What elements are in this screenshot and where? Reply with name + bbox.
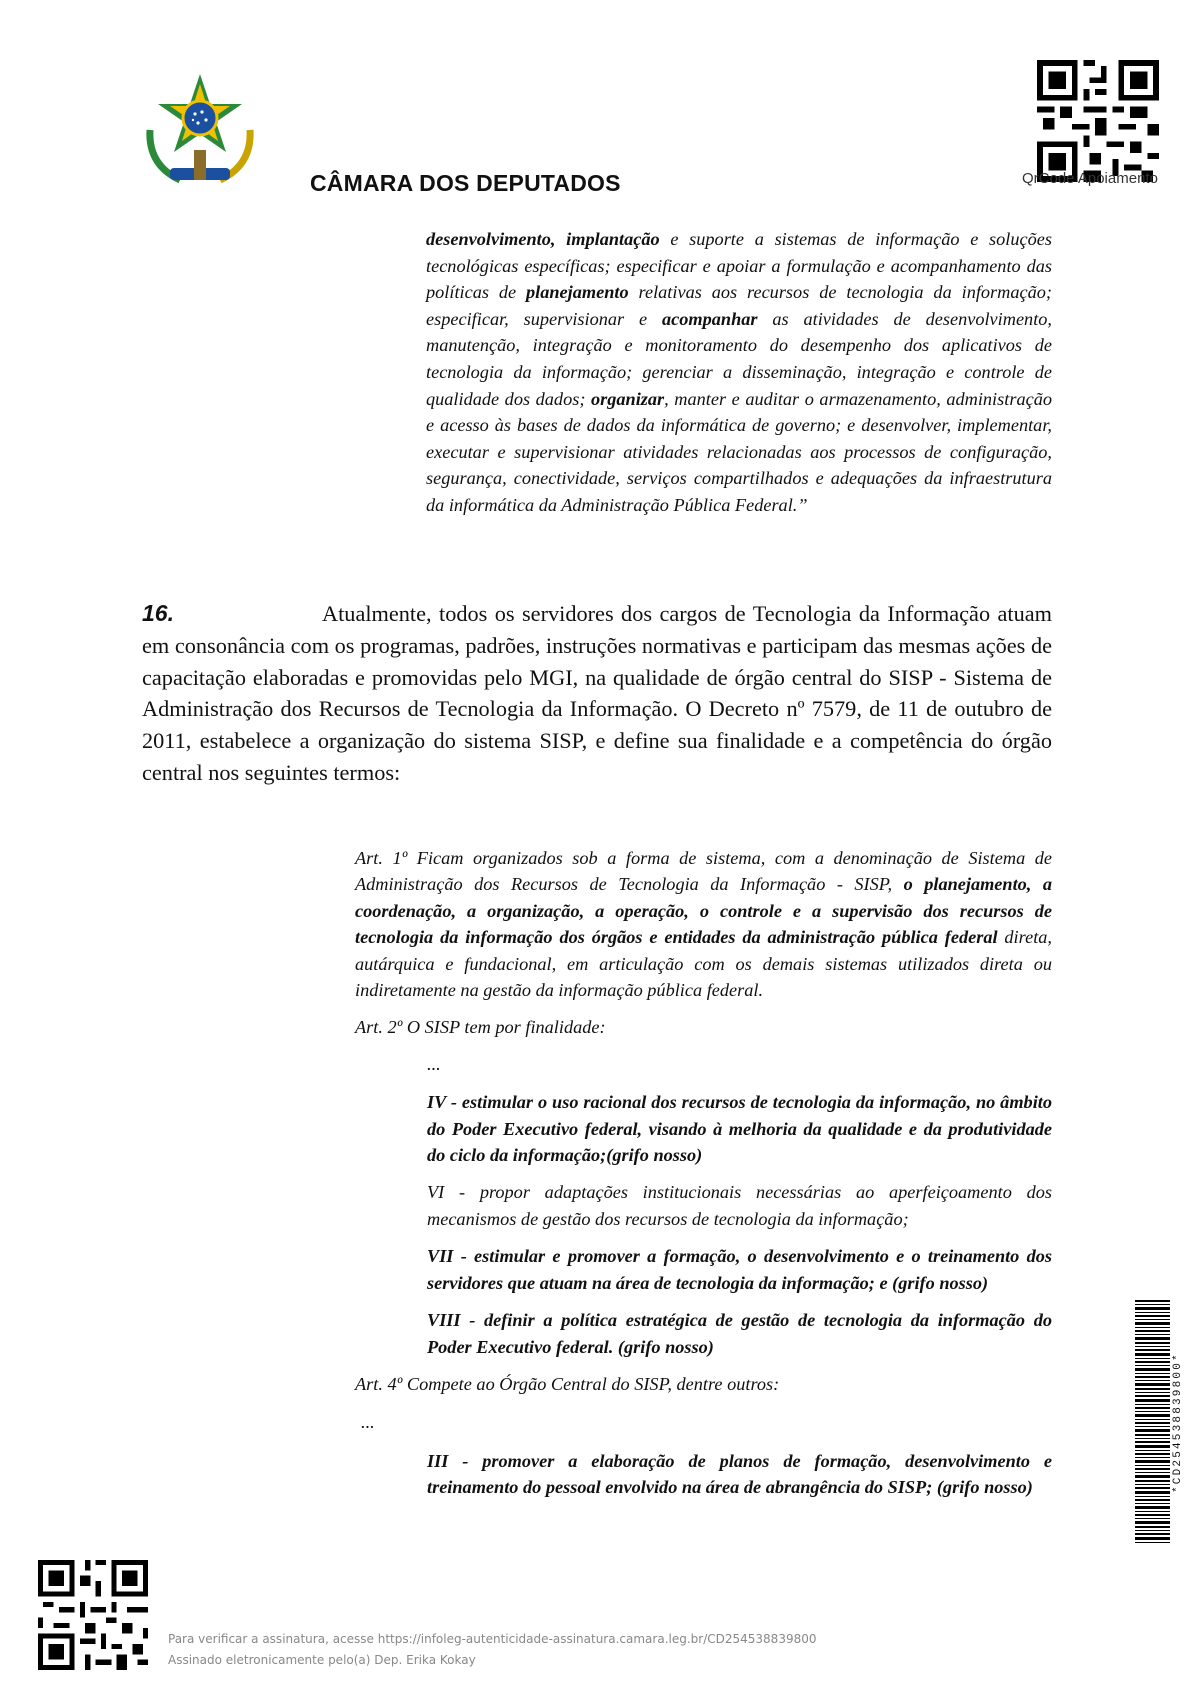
quote-bold-segment: acompanhar — [662, 308, 758, 329]
signature-signer-text: Assinado eletronicamente pelo(a) Dep. Erika Kokay — [168, 1653, 476, 1667]
item-vii: VII - estimular e promover a formação, o desenvolvimento e o treinamento dos servidores que atuam na área de tecnologia da informação; e (grifo nosso) — [427, 1246, 1052, 1293]
paragraph-text: Atualmente, todos os servidores dos cargos de Tecnologia da Informação atuam em consonância com os programas, padrões, instruções normativas e participam das mesmas ações de capacitação elaboradas e promovidas pelo MGI, na qualidade de órgão central do SISP - Sistema de Administração dos Recursos de Tecnologia da Informação. O Decreto nº 7579, de 11 de outubro de 2011, estabelece a organização do sistema SISP, e define sua finalidade e a competência do órgão central nos seguintes termos: — [142, 601, 1052, 785]
qr-code-icon — [1037, 60, 1159, 182]
quote-segment: as atividades de desenvolvimento, manutenção, integração e monitoramento do desempenho dos aplicativos de tecnologia da informação; gerenciar a disseminação, integração e controle de qualidade dos dados; — [426, 308, 1052, 409]
article-1-intro: Art. 1º Ficam organizados sob a forma de sistema, com a denominação de Sistema de Administração dos Recursos de Tecnologia da Informação - SISP, — [355, 848, 1052, 895]
article-2: Art. 2º O SISP tem por finalidade: — [355, 1017, 606, 1038]
quote-bold-segment: planejamento — [526, 282, 629, 303]
quote-bold-segment: organizar — [590, 388, 665, 409]
item-vi: VI - propor adaptações institucionais necessárias ao aperfeiçoamento dos mecanismos de gestão dos recursos de tecnologia da informação; — [427, 1182, 1052, 1229]
decree-quote — [355, 845, 1052, 1512]
paragraph-16 — [142, 598, 1052, 789]
item-iii: III - promover a elaboração de planos de formação, desenvolvimento e treinamento do pessoal envolvido na área de abrangência do SISP; (grifo nosso) — [427, 1450, 1052, 1498]
quote-segment: e suporte a sistemas de informação e soluções tecnológicas específicas; especificar e apoiar a formulação e acompanhamento das políticas de — [426, 229, 1052, 303]
qr-code-label: QrCode Apoiamento — [1022, 170, 1158, 187]
ellipsis: ... — [427, 1053, 441, 1074]
house-name: CÂMARA DOS DEPUTADOS — [310, 170, 621, 196]
article-1-bold: o planejamento, a coordenação, a organização, a operação, o controle e a supervisão dos recursos de tecnologia da informação dos órgãos e entidades da administração pública federal — [355, 874, 1052, 948]
qr-code-icon — [38, 1560, 148, 1670]
item-iv: IV - estimular o uso racional dos recursos de tecnologia da informação, no âmbito do Poder Executivo federal, visando à melhoria da qualidade e da produtividade do ciclo da informação;(grifo nosso) — [427, 1092, 1052, 1166]
item-viii: VIII - definir a política estratégica de gestão de tecnologia da informação do Poder Executivo federal. (grifo nosso) — [427, 1310, 1052, 1357]
article-4: Art. 4º Compete ao Órgão Central do SISP, dentre outros: — [355, 1373, 780, 1394]
barcode-icon — [1135, 1300, 1170, 1545]
quote-segment: relativas aos recursos de tecnologia da informação; especificar, supervisionar e — [426, 282, 1052, 329]
article-1 — [355, 845, 1052, 1003]
signature-verification-text: Para verificar a assinatura, acesse https://infoleg-autenticidade-assinatura.camara.leg.br/CD254538839800 — [168, 1632, 817, 1646]
ellipsis: ... — [361, 1412, 375, 1433]
quoted-text-block — [426, 226, 1052, 519]
paragraph-number: 16. — [142, 600, 174, 626]
quote-segment: , manter e auditar o armazenamento, administração e acesso às bases de dados da informática de governo; e desenvolver, implementar, executar e supervisionar atividades relacionadas aos processos de configuração, segurança, conectividade, serviços compartilhados e adequações da infraestrutura da informática da Administração Pública Federal.” — [426, 388, 1052, 515]
barcode-number: *CD254538839800* — [1172, 1352, 1184, 1493]
quote-bold-segment: desenvolvimento, implantação — [426, 229, 660, 249]
brazil-coat-of-arms-icon — [140, 70, 260, 195]
article-1-tail: direta, autárquica e fundacional, em articulação com os demais sistemas utilizados direta ou indiretamente na gestão da informação pública federal. — [355, 927, 1052, 1001]
